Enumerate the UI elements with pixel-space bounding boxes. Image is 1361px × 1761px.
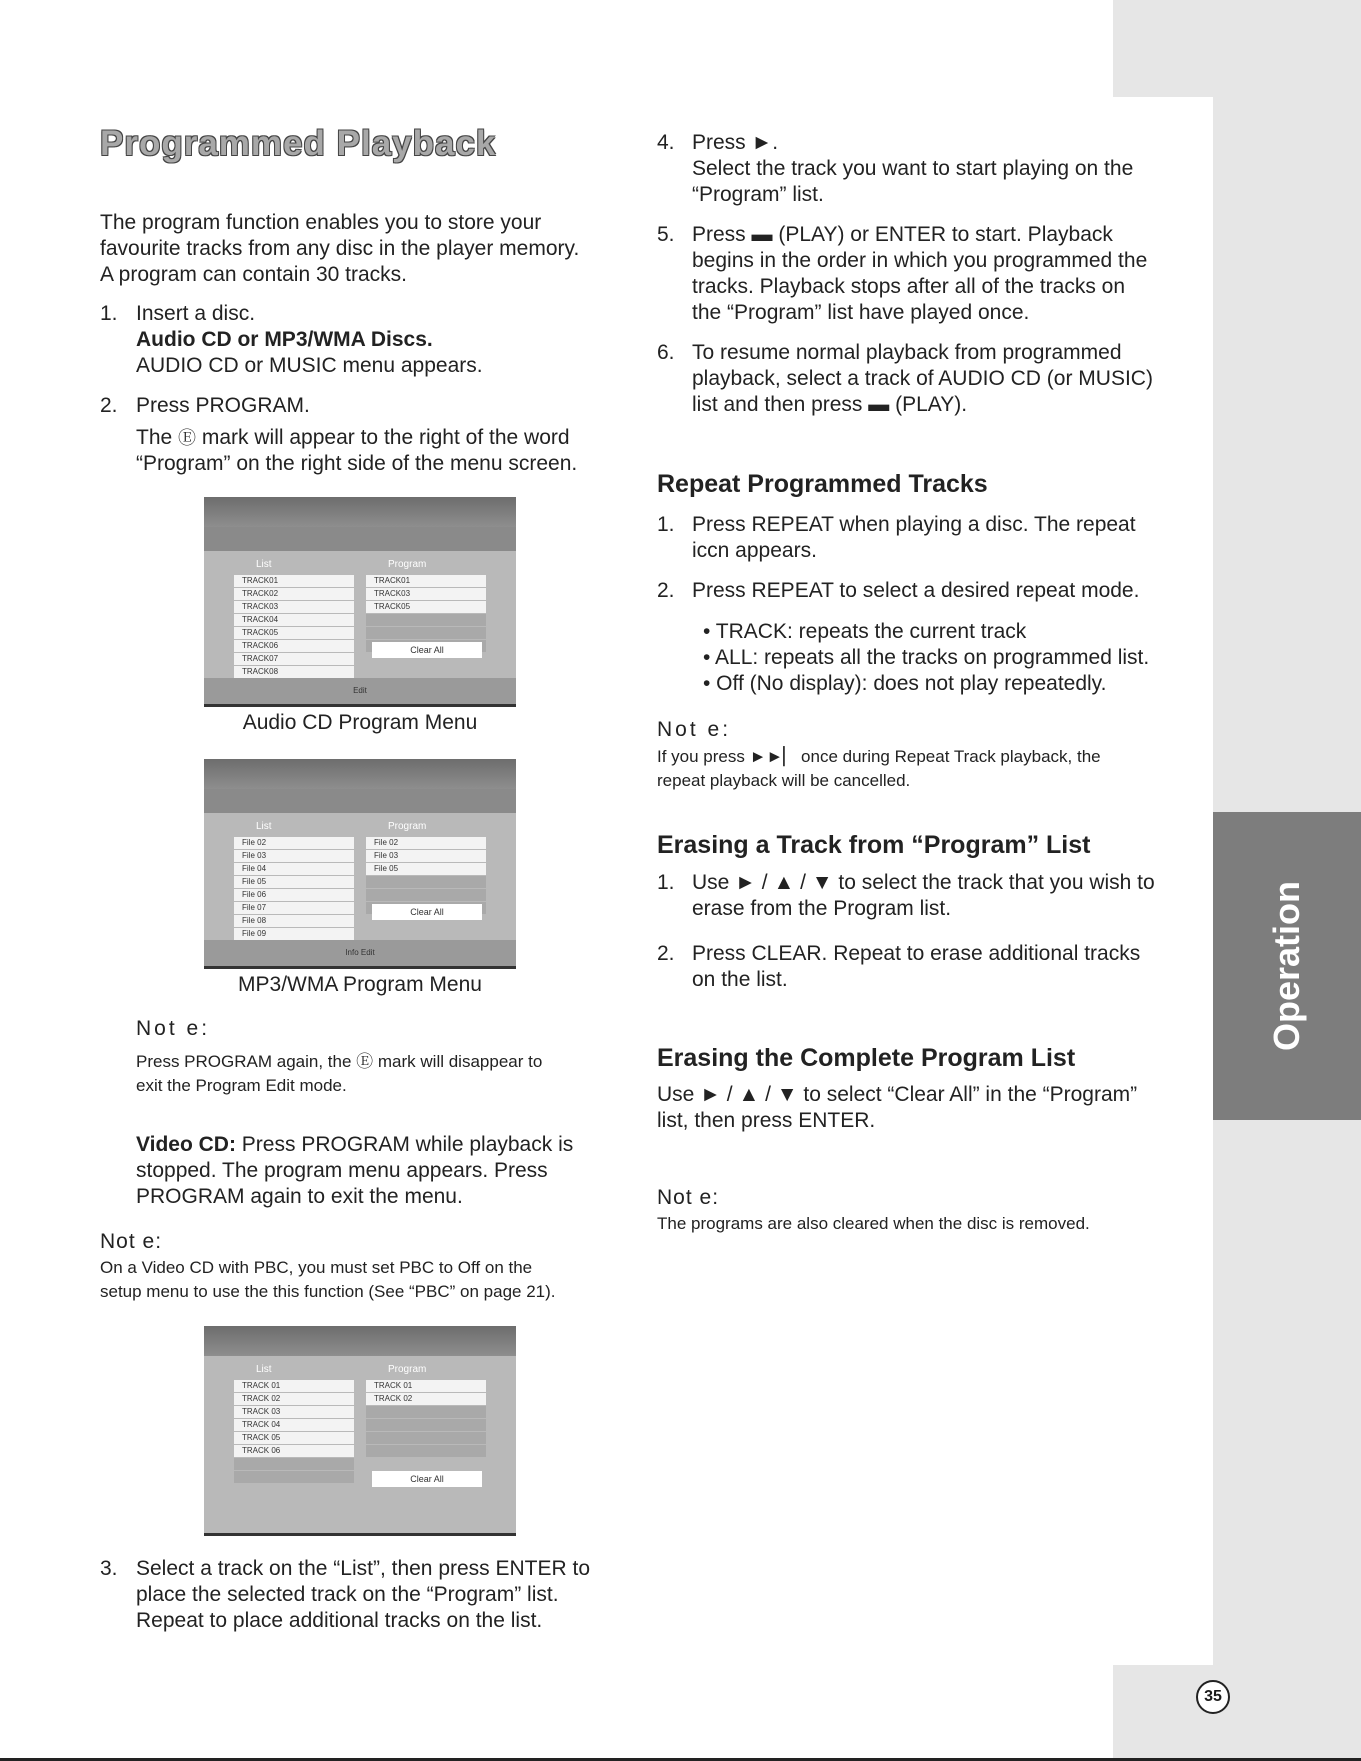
program-item[interactable]: TRACK 02	[366, 1393, 486, 1405]
erase-step-2-line-2: on the list.	[692, 968, 788, 991]
step-4-line-2: Select the track you want to start playing on the	[692, 157, 1134, 180]
step-6-line-3: list and then press ▬ (PLAY).	[692, 393, 968, 416]
intro-line-2: favourite tracks from any disc in the player memory.	[100, 237, 580, 260]
clear-all-button[interactable]: Clear All	[372, 1471, 482, 1487]
list-item[interactable]: TRACK02	[234, 588, 354, 600]
list-item[interactable]: TRACK 01	[234, 1380, 354, 1392]
menu-list-column	[234, 1360, 354, 1484]
repeat-note-heading: Not e:	[657, 718, 732, 741]
step-4-line-3: “Program” list.	[692, 183, 824, 206]
menu-list-column	[234, 555, 354, 679]
intro-line-1: The program function enables you to store your	[100, 211, 542, 234]
list-empty-slot	[234, 1471, 354, 1483]
step-1-line-3: AUDIO CD or MUSIC menu appears.	[136, 354, 483, 377]
step-2-text-b: mark will appear to the right of the word	[201, 426, 570, 449]
list-item[interactable]: File 06	[234, 889, 354, 901]
step-3-line-3: Repeat to place additional tracks on the list.	[136, 1609, 543, 1632]
step-6-line-2: playback, select a track of AUDIO CD (or MUSIC)	[692, 367, 1153, 390]
program-empty-slot	[366, 1419, 486, 1431]
step-5-line-4: the “Program” list have played once.	[692, 301, 1030, 324]
list-item[interactable]: TRACK04	[234, 614, 354, 626]
intro-line-3: A program can contain 30 tracks.	[100, 263, 407, 286]
list-item[interactable]: TRACK 06	[234, 1445, 354, 1457]
step-5-number: 5.	[657, 223, 675, 246]
menu-footer: Edit	[204, 678, 516, 704]
clear-all-button[interactable]: Clear All	[372, 904, 482, 920]
section-tab-label: Operation	[1266, 880, 1308, 1052]
step-4-number: 4.	[657, 131, 675, 154]
list-item[interactable]: File 08	[234, 915, 354, 927]
clear-all-button[interactable]: Clear All	[372, 642, 482, 658]
erase-step-1-line-1: Use ► / ▲ / ▼ to select the track that you wish to	[692, 871, 1155, 894]
step-2-line-2	[136, 425, 570, 451]
step-3-line-2: place the selected track on the “Program” list.	[136, 1583, 559, 1606]
page-title: Programmed Playback	[100, 124, 497, 163]
repeat-step-1-line-2: iccn appears.	[692, 539, 817, 562]
audio-cd-program-menu	[204, 497, 516, 707]
erase-all-note-heading: Not e:	[657, 1186, 720, 1209]
note-1-line-2: exit the Program Edit mode.	[136, 1076, 347, 1095]
program-header: Program	[388, 821, 427, 832]
video-cd-line-2: stopped. The program menu appears. Press	[136, 1159, 548, 1182]
menu-title-bar	[204, 1326, 516, 1356]
step-5-line-2: begins in the order in which you programmed the	[692, 249, 1148, 272]
note-2-line-1: On a Video CD with PBC, you must set PBC to Off on the	[100, 1258, 533, 1277]
list-item[interactable]: TRACK01	[234, 575, 354, 587]
step-3-number: 3.	[100, 1557, 118, 1580]
list-empty-slot	[234, 1458, 354, 1470]
program-item[interactable]: TRACK 01	[366, 1380, 486, 1392]
repeat-bullet-off: • Off (No display): does not play repeatedly.	[703, 672, 1107, 695]
step-5-line-3: tracks. Playback stops after all of the tracks on	[692, 275, 1126, 298]
step-2-line-3: “Program” on the right side of the menu screen.	[136, 452, 578, 475]
menu-list-column	[234, 817, 354, 941]
program-empty-slot	[366, 627, 486, 639]
program-empty-slot	[366, 876, 486, 888]
menu-title-bar	[204, 759, 516, 789]
list-item[interactable]: TRACK 03	[234, 1406, 354, 1418]
program-empty-slot	[366, 889, 486, 901]
program-mark-icon: Ⓔ	[356, 1052, 374, 1071]
list-item[interactable]: File 02	[234, 837, 354, 849]
repeat-note-line-2: repeat playback will be cancelled.	[657, 771, 911, 790]
list-header: List	[256, 821, 272, 832]
step-6-number: 6.	[657, 341, 675, 364]
mp3-wma-menu-caption: MP3/WMA Program Menu	[238, 973, 482, 996]
program-header: Program	[388, 1364, 427, 1375]
step-1-line-1: Insert a disc.	[136, 302, 256, 325]
program-empty-slot	[366, 1445, 486, 1457]
menu-info-bar	[204, 527, 516, 551]
step-3-line-1: Select a track on the “List”, then press ENTER to	[136, 1557, 591, 1580]
list-item[interactable]: TRACK03	[234, 601, 354, 613]
note-1-text-b: mark will disappear to	[377, 1052, 543, 1071]
erase-track-heading: Erasing a Track from “Program” List	[657, 831, 1091, 859]
step-2-text-a: The	[136, 426, 173, 449]
list-item[interactable]: TRACK 05	[234, 1432, 354, 1444]
repeat-bullet-all: • ALL: repeats all the tracks on programmed list.	[703, 646, 1150, 669]
list-item[interactable]: File 03	[234, 850, 354, 862]
program-item[interactable]: TRACK05	[366, 601, 486, 613]
note-1-heading: Not e:	[136, 1017, 211, 1040]
mp3-wma-program-menu	[204, 759, 516, 969]
list-header: List	[256, 559, 272, 570]
note-1-line-1	[136, 1050, 542, 1074]
program-item[interactable]: File 02	[366, 837, 486, 849]
video-cd-line-3: PROGRAM again to exit the menu.	[136, 1185, 463, 1208]
list-item[interactable]: TRACK 04	[234, 1419, 354, 1431]
program-header: Program	[388, 559, 427, 570]
page-number: 35	[1196, 1680, 1230, 1714]
program-empty-slot	[366, 1432, 486, 1444]
list-item[interactable]: TRACK08	[234, 666, 354, 678]
repeat-step-1-line-1: Press REPEAT when playing a disc. The repeat	[692, 513, 1136, 536]
menu-footer: Info Edit	[204, 940, 516, 966]
list-item[interactable]: File 05	[234, 876, 354, 888]
step-2-number: 2.	[100, 394, 118, 417]
menu-title-bar	[204, 497, 516, 527]
erase-all-line-1: Use ► / ▲ / ▼ to select “Clear All” in the “Program”	[657, 1083, 1138, 1106]
repeat-bullet-track: • TRACK: repeats the current track	[703, 620, 1027, 643]
step-6-line-1: To resume normal playback from programmed	[692, 341, 1122, 364]
program-item[interactable]: File 03	[366, 850, 486, 862]
repeat-step-2-line-1: Press REPEAT to select a desired repeat mode.	[692, 579, 1140, 602]
video-cd-label: Video CD:	[136, 1133, 236, 1156]
step-5-line-1: Press ▬ (PLAY) or ENTER to start. Playback	[692, 223, 1113, 246]
repeat-step-1-number: 1.	[657, 513, 675, 536]
sidebar-top-block	[1113, 0, 1361, 97]
erase-step-2-number: 2.	[657, 942, 675, 965]
list-header: List	[256, 1364, 272, 1375]
video-cd-text: Press PROGRAM while playback is	[235, 1133, 574, 1156]
step-1-disc-types: Audio CD or MP3/WMA Discs.	[136, 328, 433, 351]
menu-info-bar	[204, 789, 516, 813]
erase-all-note: The programs are also cleared when the disc is removed.	[657, 1214, 1090, 1233]
list-item[interactable]: TRACK05	[234, 627, 354, 639]
erase-step-1-number: 1.	[657, 871, 675, 894]
step-4-line-1: Press ►.	[692, 131, 779, 154]
video-cd-program-menu	[204, 1326, 516, 1536]
erase-step-2-line-1: Press CLEAR. Repeat to erase additional tracks	[692, 942, 1141, 965]
note-1-text-a: Press PROGRAM again, the	[136, 1052, 352, 1071]
repeat-step-2-number: 2.	[657, 579, 675, 602]
list-item[interactable]: File 09	[234, 928, 354, 940]
list-item[interactable]: TRACK 02	[234, 1393, 354, 1405]
erase-step-1-line-2: erase from the Program list.	[692, 897, 952, 920]
program-empty-slot	[366, 1406, 486, 1418]
program-empty-slot	[366, 614, 486, 626]
repeat-heading: Repeat Programmed Tracks	[657, 470, 988, 498]
list-item[interactable]: File 04	[234, 863, 354, 875]
list-item[interactable]: TRACK06	[234, 640, 354, 652]
program-item[interactable]: File 05	[366, 863, 486, 875]
erase-all-heading: Erasing the Complete Program List	[657, 1044, 1076, 1072]
program-item[interactable]: TRACK03	[366, 588, 486, 600]
step-2-line-1: Press PROGRAM.	[136, 394, 310, 417]
program-mark-icon: Ⓔ	[178, 428, 197, 448]
step-1-number: 1.	[100, 302, 118, 325]
section-tab-label-wrap	[1213, 812, 1361, 1120]
menu-program-column	[366, 1360, 486, 1458]
note-2-heading: Not e:	[100, 1230, 163, 1253]
program-item[interactable]: TRACK01	[366, 575, 486, 587]
list-item[interactable]: File 07	[234, 902, 354, 914]
audio-cd-menu-caption: Audio CD Program Menu	[242, 711, 478, 734]
list-item[interactable]: TRACK07	[234, 653, 354, 665]
note-2-line-2: setup menu to use the this function (See “PBC” on page 21).	[100, 1282, 556, 1301]
sidebar-bottom-block	[1113, 1665, 1361, 1761]
menu-program-column	[366, 817, 486, 915]
erase-all-line-2: list, then press ENTER.	[657, 1109, 876, 1132]
menu-program-column	[366, 555, 486, 653]
video-cd-line-1	[136, 1132, 573, 1158]
repeat-note-line-1: If you press ►►▏ once during Repeat Track playback, the	[657, 747, 1101, 766]
